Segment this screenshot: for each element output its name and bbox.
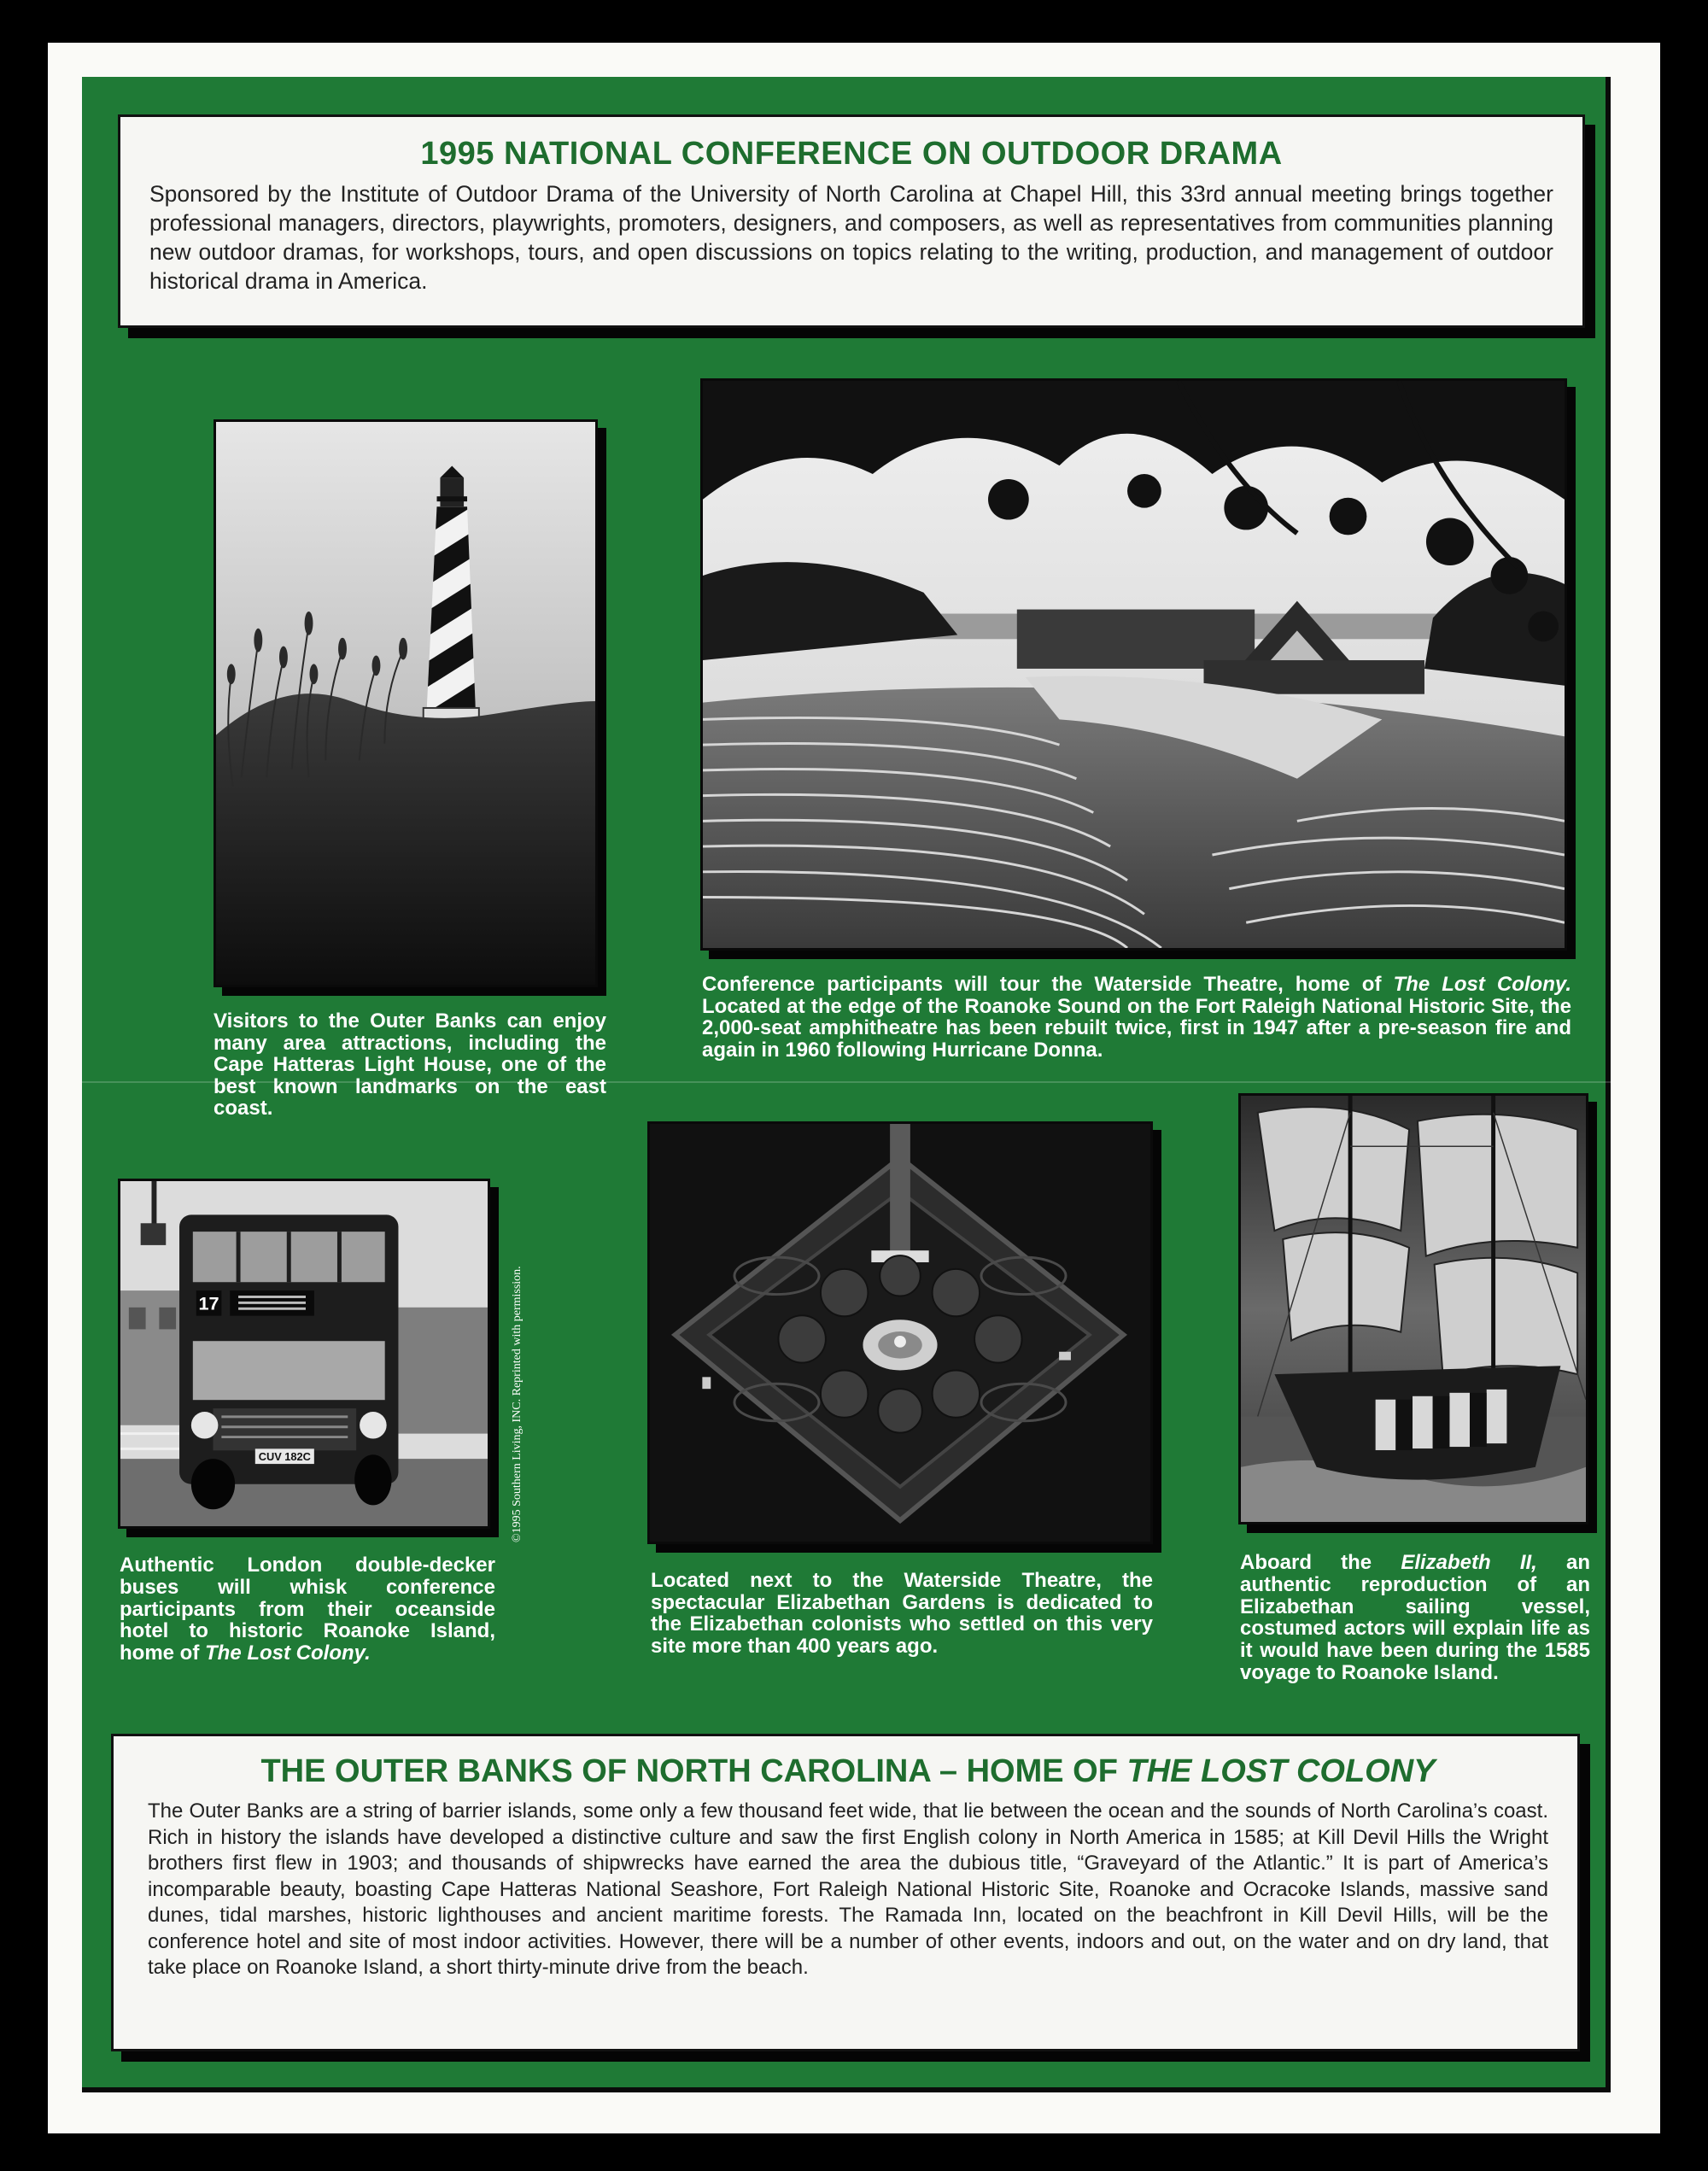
gardens-caption: Located next to the Waterside Theatre, the spectacular Elizabethan Gardens is dedicated to the Elizabethan colonists who settled on this very site more than 400 years ago. [651, 1569, 1153, 1658]
elizabeth-ii-ship-photo [1238, 1093, 1588, 1524]
lighthouse-photo [214, 419, 598, 987]
theatre-caption-text: Conference participants will tour the Waterside Theatre, home of [702, 973, 1394, 996]
lighthouse-caption: Visitors to the Outer Banks can enjoy many area attractions, including the Cape Hatteras Light House, one of the best known landmarks on the east coast. [214, 1009, 606, 1120]
ship-caption [1240, 1552, 1590, 1684]
outer-banks-title-italic: THE LOST COLONY [1126, 1753, 1436, 1789]
outer-banks-title-main: THE OUTER BANKS OF NORTH CAROLINA – HOME OF [260, 1753, 1127, 1789]
outer-banks-body: The Outer Banks are a string of barrier islands, some only a few thousand feet wide, that lie between the ocean and the sounds of North Carolina’s coast. Rich in history the islands have developed a distinctive culture and saw the first English colony in North America in 1585; at Kill Devil Hills the Wright brothers first flew in 1903; and thousands of shipwrecks have earned the area the dubious title, “Graveyard of the Atlantic.” It is part of America’s incomparable beauty, boasting Cape Hatteras National Seashore, Fort Raleigh National Historic Site, Roanoke and Ocracoke Islands, massive sand dunes, tidal marshes, historic lighthouses and ancient maritime forests. The Ramada Inn, located on the beachfront in Kill Devil Hills, will be the conference hotel and site of most indoor activities. However, there will be a number of other events, indoors and out, on the water and on dry land, that take place on Roanoke Island, a short thirty-minute drive from the beach. [148, 1799, 1548, 1979]
ship-caption-text-2: an authentic reproduction of an Elizabethan sailing vessel, costumed actors will explain life as it would have been during the 1585 voyage to Roanoke Island. [1240, 1551, 1590, 1684]
bus-caption-text: Authentic London double-decker buses will whisk conference participants from their oceanside hotel to historic Roanoke Island, home of [120, 1554, 495, 1665]
double-decker-bus-photo [118, 1179, 490, 1529]
waterside-theatre-photo [700, 378, 1567, 951]
ship-name: Elizabeth II, [1401, 1551, 1537, 1574]
intro-box [118, 114, 1585, 328]
bus-plate: CUV 182C [258, 1450, 311, 1464]
bus-caption [120, 1554, 495, 1665]
elizabethan-gardens-photo [647, 1121, 1153, 1544]
intro-body: Sponsored by the Institute of Outdoor Drama of the University of North Carolina at Chapel Hill, this 33rd annual meeting brings together professional managers, directors, playwrights, promoters, designers, and composers, as well as representatives from communities planning new outdoor dramas, for workshops, tours, and open discussions on topics relating to the writing, production, and management of outdoor historical drama in America. [149, 181, 1553, 294]
ship-caption-text: Aboard the [1240, 1551, 1401, 1574]
theatre-caption [702, 974, 1571, 1061]
lost-colony-title: The Lost Colony. [1393, 973, 1571, 996]
bus-route-number: 17 [198, 1292, 219, 1314]
outer-banks-title [148, 1753, 1548, 1790]
theatre-caption-text-2: Located at the edge of the Roanoke Sound on the Fort Raleigh National Historic Site, the 2,000-seat amphitheatre has been rebuilt twice, first in 1947 after a pre-season fire and again in 1960 following Hurricane Donna. [702, 994, 1571, 1062]
outer-banks-box [111, 1734, 1580, 2051]
photo-copyright-credit: ©1995 Southern Living, INC. Reprinted with permission. [511, 1266, 524, 1542]
intro-title: 1995 NATIONAL CONFERENCE ON OUTDOOR DRAMA [420, 136, 1283, 172]
lost-colony-title: The Lost Colony. [205, 1641, 371, 1665]
